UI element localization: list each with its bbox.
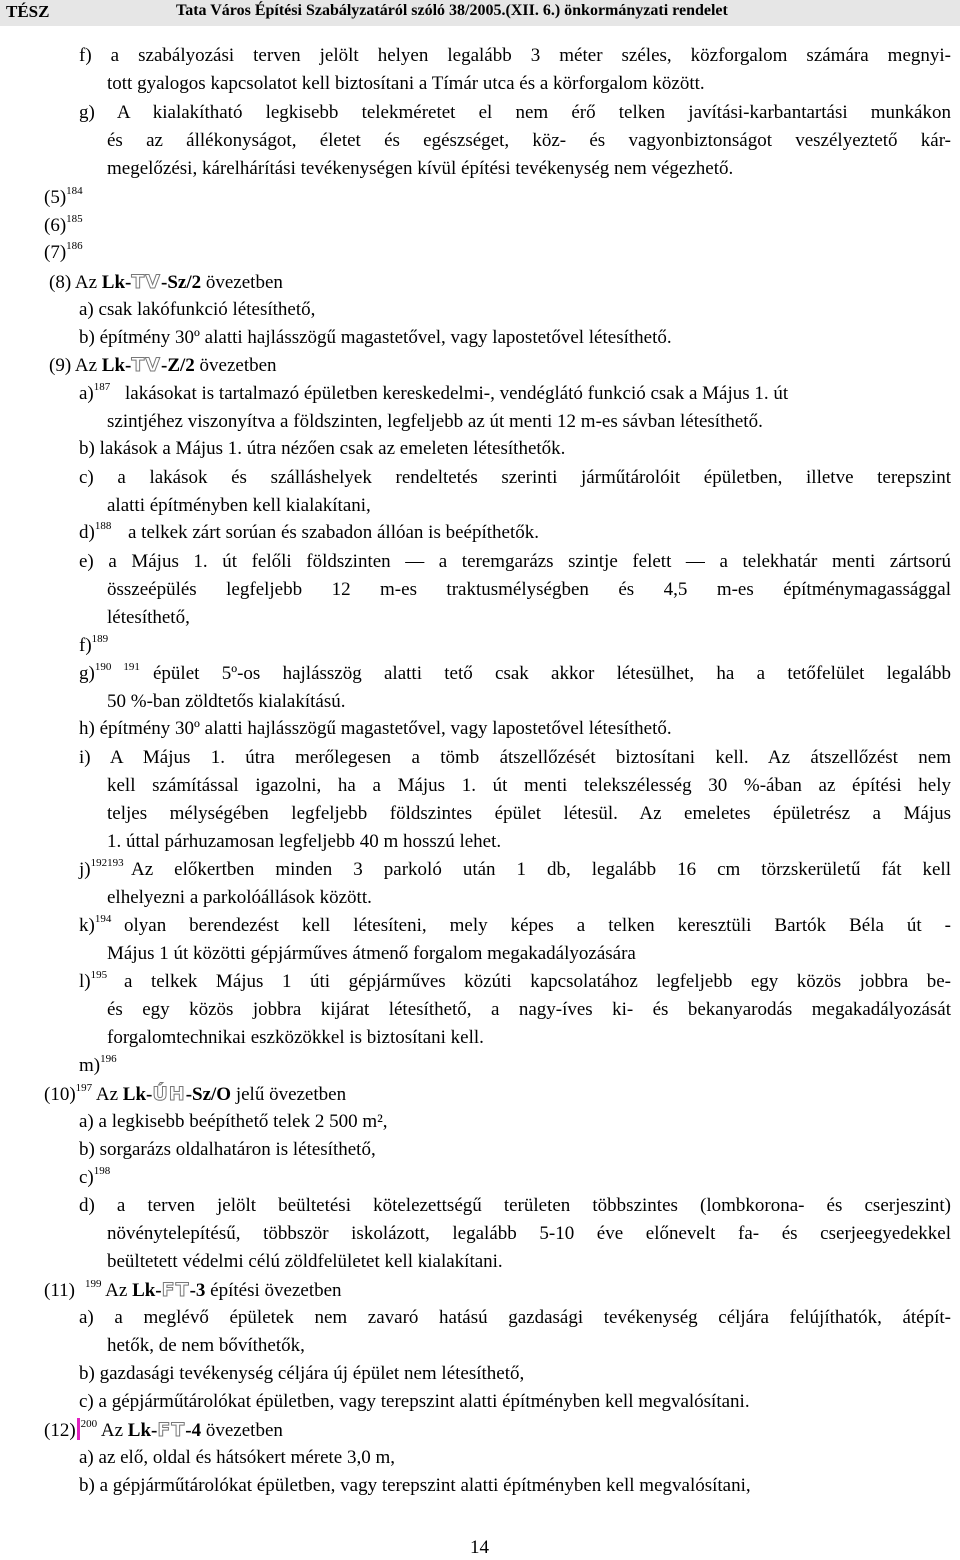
item-letter: d) bbox=[79, 522, 95, 543]
footnote-ref: 185 bbox=[66, 213, 83, 225]
item-letter: j) bbox=[79, 859, 91, 880]
footnote-ref: 192193 bbox=[90, 857, 124, 869]
footnote-ref: 187 bbox=[93, 381, 111, 393]
text-line: a) a legkisebb beépíthető telek 2 500 m², bbox=[79, 1111, 388, 1132]
text-line: 50 %-ban zöldtetős kialakítású. bbox=[107, 691, 346, 712]
page-header bbox=[0, 0, 960, 26]
text-line: beültetett védelmi célú zöldfelületet kell kialakítani. bbox=[107, 1251, 503, 1272]
footnote-ref: 198 bbox=[93, 1165, 111, 1177]
text-line: c) a gépjárműtárolókat épületben, vagy terepszint alatti építményben kell megvalósítani. bbox=[79, 1391, 750, 1412]
item-letter: f) bbox=[79, 635, 92, 656]
text-line: és egy közös jobbra kijárat létesíthető, a nagy-íves ki- és bekanyarodás megakadályozását bbox=[107, 999, 951, 1020]
text-line: g) A kialakítható legkisebb telekméretet el nem érő telken javítási-karbantartási munkákon bbox=[79, 102, 951, 123]
para-label: (9) Az bbox=[49, 355, 102, 376]
zone-code: FT bbox=[157, 1419, 186, 1441]
zone-prefix: Lk- bbox=[122, 1084, 153, 1105]
heading-text: Az bbox=[97, 1420, 128, 1441]
para-label: (11) bbox=[44, 1280, 75, 1301]
para-label: (12) bbox=[44, 1420, 76, 1441]
item-letter: k) bbox=[79, 915, 95, 936]
text-line: Május 1 út közötti gépjárműves átmenő forgalom megakadályozására bbox=[107, 943, 636, 964]
text-line: a) a meglévő épületek nem zavaró hatású gazdasági tevékenység céljára felújíthatók, átépít- bbox=[79, 1307, 951, 1328]
text-line: alatti építményben kell kialakítani, bbox=[107, 495, 371, 516]
zone-suffix: -Sz/O bbox=[185, 1084, 232, 1105]
heading-text: övezetben bbox=[201, 272, 283, 293]
text-line: Az előkertben minden 3 parkoló után 1 db, legalább 16 cm törzskerületű fát kell bbox=[131, 859, 951, 880]
text-line: és az állékonyságot, életet és egészséget, köz- és vagyonbiztonságot veszélyeztető kár- bbox=[107, 130, 951, 151]
footnote-ref: 184 bbox=[66, 185, 83, 197]
para-label: (8) Az bbox=[49, 272, 102, 293]
text-line: tott gyalogos kapcsolatot kell biztosítani a Tímár utca és a körforgalom között. bbox=[107, 73, 705, 94]
item-label bbox=[79, 662, 140, 686]
paragraph-12-heading bbox=[44, 1418, 283, 1443]
zone-code: TV bbox=[131, 271, 162, 293]
zone-suffix: -Z/2 bbox=[161, 355, 195, 376]
text-line: f) a szabályozási terven jelölt helyen legalább 3 méter széles, közforgalom számára megnyi- bbox=[79, 45, 951, 66]
item-label bbox=[79, 521, 111, 545]
zone-suffix: -3 bbox=[189, 1280, 206, 1301]
footnote-ref: 188 bbox=[94, 520, 112, 532]
item-label bbox=[79, 914, 111, 938]
para-label: (5) bbox=[44, 187, 67, 208]
header-tesz: TÉSZ bbox=[6, 2, 50, 21]
zone-suffix: -Sz/2 bbox=[161, 272, 202, 293]
text-line: teljes mélységében legfeljebb földszintes épület létesül. Az emeletes épületrész a Május bbox=[107, 803, 951, 824]
text-line: hetők, de nem bővíthetők, bbox=[107, 1335, 305, 1356]
item-letter: a) bbox=[79, 383, 94, 404]
heading-text: Az bbox=[92, 1084, 123, 1105]
text-line: b) sorgarázs oldalhatáron is létesíthető, bbox=[79, 1139, 376, 1160]
text-line: létesíthető, bbox=[107, 607, 190, 628]
heading-text: építési övezetben bbox=[205, 1280, 342, 1301]
footnote-ref: 195 bbox=[90, 969, 108, 981]
text-line: szintjéhez viszonyítva a földszinten, legfeljebb az út menti 12 m-es sávban létesíthető. bbox=[107, 411, 763, 432]
item-letter: l) bbox=[79, 971, 91, 992]
footnote-ref: 199 bbox=[84, 1278, 102, 1290]
text-line: a) az elő, oldal és hátsókert mérete 3,0 m, bbox=[79, 1447, 396, 1468]
item-label bbox=[79, 1166, 110, 1190]
para-label: (7) bbox=[44, 242, 67, 263]
footnote-ref: 191 bbox=[123, 661, 140, 673]
text-line: lakásokat is tartalmazó épületben kereskedelmi-, vendéglátó funkció csak a Május 1. út bbox=[125, 383, 789, 404]
text-line: kell számítással igazolni, ha a Május 1. út menti telekszélesség 30 %-ában az építési hely bbox=[107, 775, 951, 796]
footnote-ref: 190 bbox=[94, 661, 112, 673]
footnote-ref: 196 bbox=[100, 1053, 117, 1065]
paragraph-10-heading bbox=[44, 1082, 346, 1107]
text-line: épület 5º-os hajlásszög alatti tető csak akkor létesülhet, ha a tetőfelület legalább bbox=[153, 663, 951, 684]
text-line: d) a terven jelölt beültetési kötelezettségű területen többszintes (lombkorona- és cserjeszint) bbox=[79, 1195, 951, 1216]
paragraph-9-heading bbox=[49, 353, 277, 378]
footnote-ref: 197 bbox=[75, 1082, 93, 1094]
text-line: a) csak lakófunkció létesíthető, bbox=[79, 299, 316, 320]
text-line: olyan berendezést kell létesíteni, mely képes a telken keresztüli Bartók Béla út - bbox=[124, 915, 951, 936]
change-marker bbox=[77, 1418, 80, 1440]
paragraph-8-heading bbox=[49, 270, 283, 295]
text-line: forgalomtechnikai eszközökkel is biztosítani kell. bbox=[107, 1027, 484, 1048]
text-line: b) gazdasági tevékenység céljára új épület nem létesíthető, bbox=[79, 1363, 525, 1384]
item-label bbox=[79, 858, 124, 882]
paragraph-5 bbox=[44, 186, 83, 210]
zone-prefix: Lk- bbox=[132, 1280, 162, 1301]
text-line: elhelyezni a parkolóállások között. bbox=[107, 887, 372, 908]
zone-code: FT bbox=[161, 1279, 190, 1301]
heading-text: Az bbox=[101, 1280, 133, 1301]
para-label: (6) bbox=[44, 215, 67, 236]
paragraph-6 bbox=[44, 214, 83, 238]
text-line: b) a gépjárműtárolókat épületben, vagy terepszint alatti építményben kell megvalósítani, bbox=[79, 1475, 751, 1496]
zone-prefix: Lk- bbox=[127, 1420, 158, 1441]
text-line: a telkek Május 1 úti gépjárműves közúti kapcsolatához legfeljebb egy közös jobbra be- bbox=[124, 971, 951, 992]
item-letter: c) bbox=[79, 1167, 94, 1188]
page-number: 14 bbox=[470, 1537, 489, 1558]
text-line: i) A Május 1. útra merőlegesen a tömb átszellőzését biztosítani kell. Az átszellőzést nem bbox=[79, 747, 951, 768]
text-line: e) a Május 1. út felőli földszinten — a teremgarázs szintje felett — a telekhatár menti zártsorú bbox=[79, 551, 951, 572]
paragraph-7 bbox=[44, 241, 83, 265]
footnote-ref: 189 bbox=[91, 633, 109, 645]
item-label bbox=[79, 970, 107, 994]
text-line: megelőzési, kárelhárítási tevékenységen kívül építési tevékenység nem végezhető. bbox=[107, 158, 734, 179]
text-line: a telkek zárt sorúan és szabadon állóan is beépíthetők. bbox=[128, 522, 539, 543]
text-line: c) a lakások és szálláshelyek rendeltetés szerinti járműtárolóit épületben, illetve terepszint bbox=[79, 467, 951, 488]
item-label bbox=[79, 634, 108, 658]
text-line: 1. úttal párhuzamosan legfeljebb 40 m hosszú lehet. bbox=[107, 831, 502, 852]
heading-text: jelű övezetben bbox=[231, 1084, 347, 1105]
text-line: b) lakások a Május 1. útra nézően csak az emeleten létesíthetők. bbox=[79, 438, 566, 459]
item-letter: m) bbox=[79, 1055, 101, 1076]
zone-code: ÚH bbox=[152, 1083, 186, 1105]
footnote-ref: 194 bbox=[94, 913, 112, 925]
heading-text: övezetben bbox=[201, 1420, 283, 1441]
footnote-ref: 200 bbox=[80, 1418, 98, 1430]
item-letter: g) bbox=[79, 663, 95, 684]
para-label: (10) bbox=[44, 1084, 76, 1105]
text-line: h) építmény 30º alatti hajlásszögű magastetővel, vagy lapostetővel létesíthető. bbox=[79, 718, 672, 739]
zone-prefix: Lk- bbox=[101, 272, 132, 293]
item-label bbox=[79, 1054, 117, 1078]
zone-suffix: -4 bbox=[185, 1420, 202, 1441]
footnote-ref: 186 bbox=[66, 240, 83, 252]
header-title: Tata Város Építési Szabályzatáról szóló 38/2005.(XII. 6.) önkormányzati rendelet bbox=[176, 2, 728, 19]
text-line: összeépülés legfeljebb 12 m-es traktusmélységben és 4,5 m-es építménymagassággal bbox=[107, 579, 951, 600]
text-line: növénytelepítésű, többször iskolázott, legalább 5-10 éve előnevelt fa- és cserjeegyedekkel bbox=[107, 1223, 951, 1244]
text-line: b) építmény 30º alatti hajlásszögű magastetővel, vagy lapostetővel létesíthető. bbox=[79, 327, 672, 348]
zone-code: TV bbox=[131, 354, 162, 376]
paragraph-11-heading bbox=[44, 1278, 342, 1303]
heading-text: övezetben bbox=[194, 355, 277, 376]
item-label bbox=[79, 382, 110, 406]
zone-prefix: Lk- bbox=[101, 355, 132, 376]
